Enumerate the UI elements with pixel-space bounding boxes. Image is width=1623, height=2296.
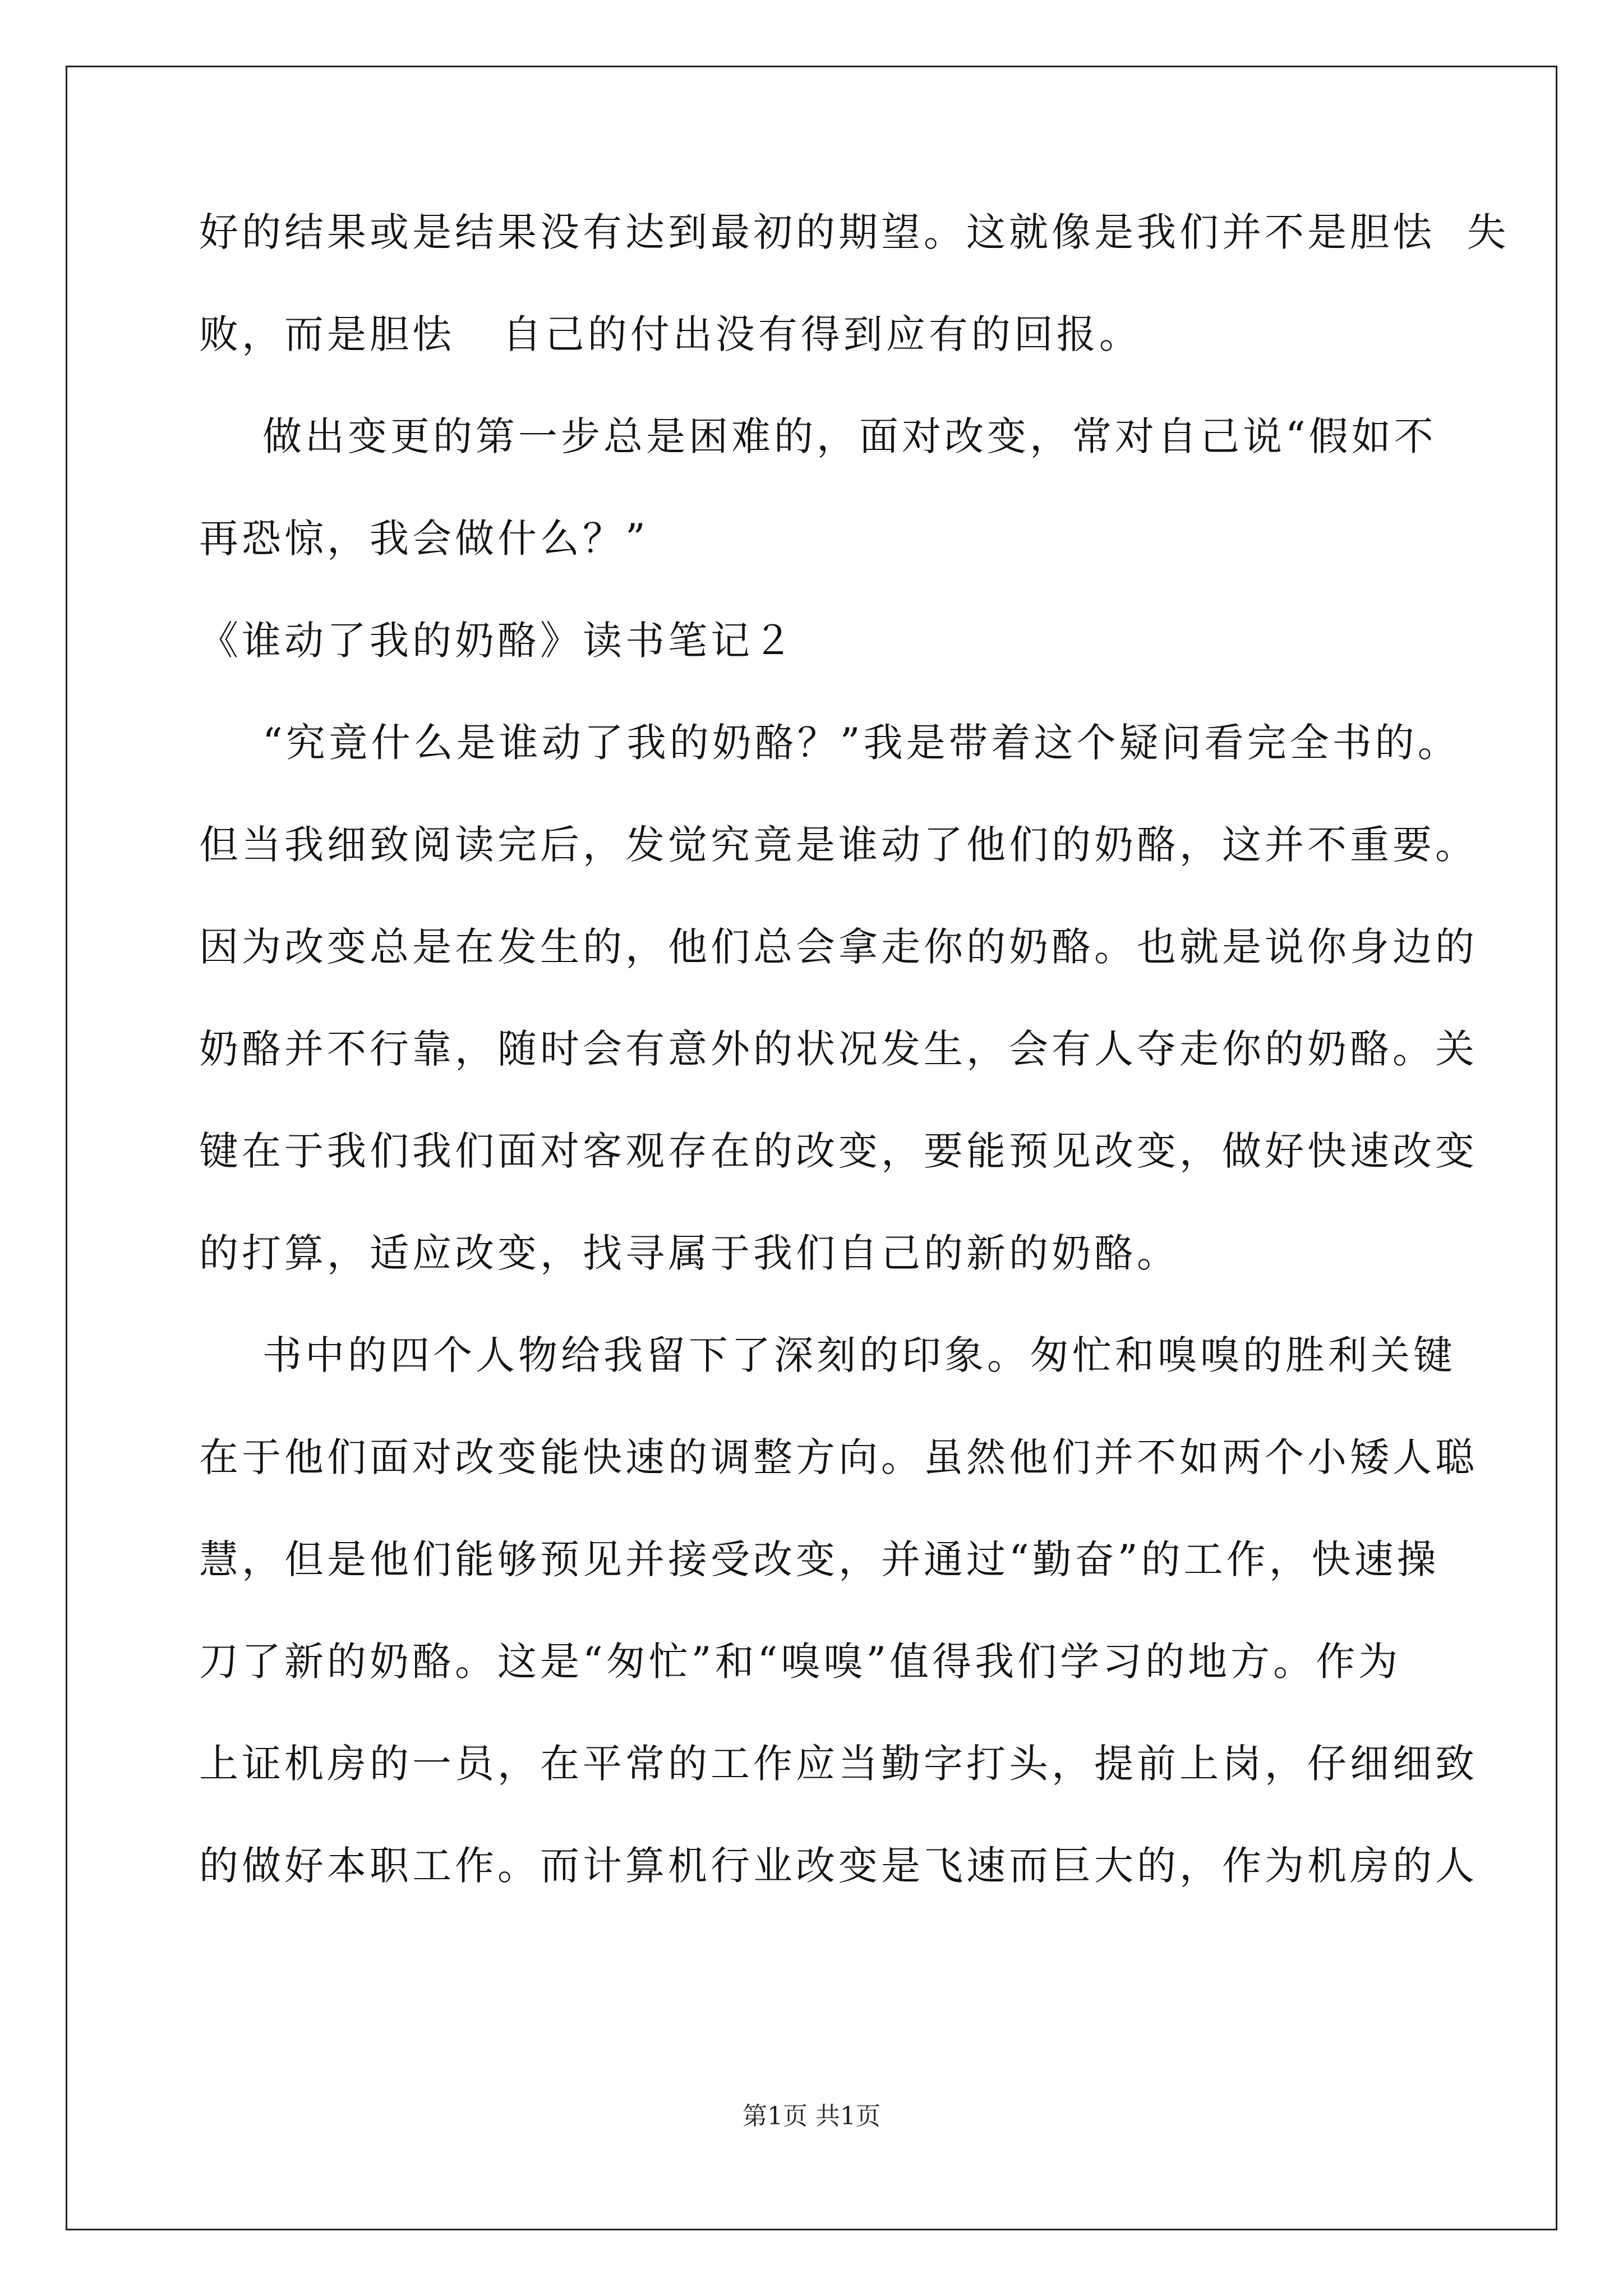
text-line: 但当我细致阅读完后，发觉究竟是谁动了他们的奶酪，这并不重要。 bbox=[199, 822, 1478, 868]
text-line: 书中的四个人物给我留下了深刻的印象。匆忙和嗅嗅的胜利关键 bbox=[199, 1332, 1456, 1378]
text-line: 键在于我们我们面对客观存在的改变，要能预见改变，做好快速改变 bbox=[199, 1128, 1478, 1174]
text-line: 因为改变总是在发生的，他们总会拿走你的奶酪。也就是说你身边的 bbox=[199, 924, 1478, 970]
text-line: 的做好本职工作。而计算机行业改变是飞速而巨大的，作为机房的人 bbox=[199, 1843, 1478, 1889]
text-line: “究竟什么是谁动了我的奶酪？”我是带着这个疑问看完全书的。 bbox=[199, 720, 1460, 766]
text-line: 好的结果或是结果没有达到最初的期望。这就像是我们并不是胆怯 失 bbox=[199, 209, 1510, 255]
text-line: 的打算，适应改变，找寻属于我们自己的新的奶酪。 bbox=[199, 1230, 1179, 1276]
section-heading: 《谁动了我的奶酪》读书笔记２ bbox=[199, 618, 796, 664]
text-line: 奶酪并不行靠，随时会有意外的状况发生，会有人夺走你的奶酪。关 bbox=[199, 1026, 1478, 1072]
text-line: 刀了新的奶酪。这是“匆忙”和“嗅嗅”值得我们学习的地方。作为 bbox=[199, 1639, 1401, 1685]
text-line: 上证机房的一员，在平常的工作应当勤字打头，提前上岗，仔细细致 bbox=[199, 1741, 1478, 1787]
text-line: 在于他们面对改变能快速的调整方向。虽然他们并不如两个小矮人聪 bbox=[199, 1434, 1478, 1480]
text-line: 慧，但是他们能够预见并接受改变，并通过“勤奋”的工作，快速操 bbox=[199, 1536, 1440, 1582]
text-line: 败，而是胆怯 自己的付出没有得到应有的回报。 bbox=[199, 311, 1142, 357]
text-line: 做出变更的第一步总是困难的，面对改变，常对自己说“假如不 bbox=[199, 413, 1437, 459]
text-line: 再恐惊，我会做什么？” bbox=[199, 516, 649, 562]
document-body bbox=[199, 208, 1510, 1890]
page-footer: 第1页 共1页 bbox=[743, 2102, 880, 2131]
